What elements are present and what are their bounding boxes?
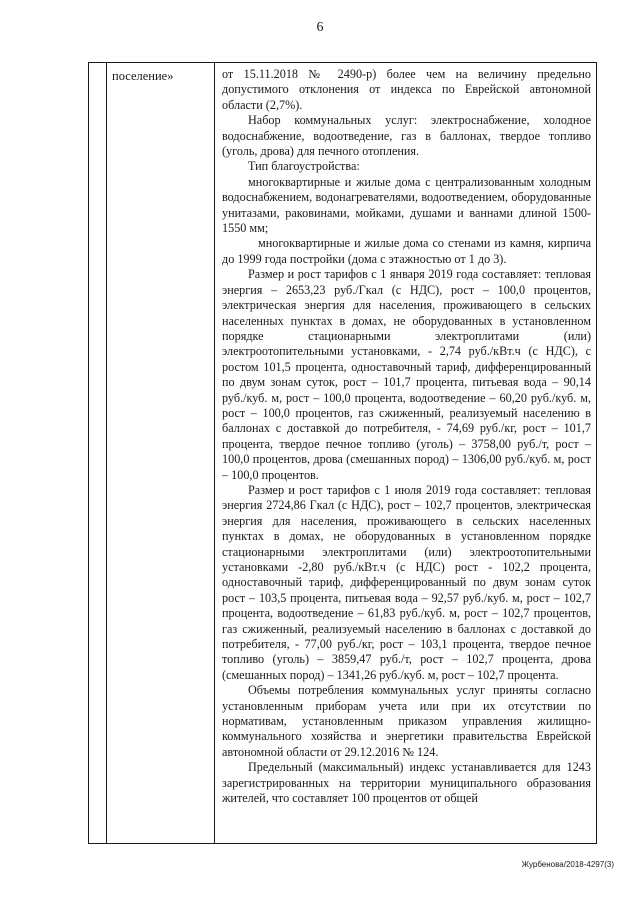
paragraph: многоквартирные и жилые дома со стенами из камня, кирпича до 1999 года постройки (дома с этажностью от 1 до 3). (222, 236, 591, 266)
paragraph: Размер и рост тарифов с 1 января 2019 года составляет: тепловая энергия – 2653,23 руб./Гкал (с НДС), рост – 100,0 процентов, электрическая энергия для населения, проживающего в сельских населенных пунктах в домах, не оборудованных в установленном порядке стационарными электроплитами (или) электроотопительными установками, - 2,74 руб./кВт.ч (с НДС), с ростом 101,5 процента, одноставочный тариф, дифференцированный по двум зонам суток, рост – 101,7 процента, питьевая вода – 90,14 руб./куб. м, рост – 100,0 процента, водоотведение – 60,20 руб./куб. м, рост – 100,0 процентов, газ сжиженный, реализуемый населению в баллонах с доставкой до потребителя, - 74,69 руб./кг, рост – 101,7 процента, твердое печное топливо (уголь) – 3758,00 руб./т, рост – 100,0 процентов, дрова (смешанных пород) – 1306,00 руб./куб. м, рост – 100,0 процентов. (222, 267, 591, 482)
content-table (88, 62, 597, 844)
paragraph: многоквартирные и жилые дома с централизованным холодным водоснабжением, водонагревателями, водоотведением, оборудованные унитазами, раковинами, мойками, душами и ваннами длиной 1500-1550 мм; (222, 174, 591, 236)
row-label: поселение» (112, 69, 174, 83)
paragraph: Предельный (максимальный) индекс устанавливается для 1243 зарегистрированных на территории муниципального образования жителей, что составляет 100 процентов от общей (222, 760, 591, 806)
paragraph: Размер и рост тарифов с 1 июля 2019 года составляет: тепловая энергия 2724,86 Гкал (с НДС), рост – 102,7 процентов, электрическая энергия для населения, проживающего в сельских населенных пунктах в домах, не оборудованных в установленном порядке стационарными электроплитами (или) электроотопительными установками -2,80 руб./кВт.ч (с НДС) рост - 102,2 процента, одноставочный тариф, дифференцированный по двум зонам суток рост – 103,5 процента, питьевая вода – 92,57 руб./куб. м, рост – 102,7 процента, водоотведение – 61,83 руб./куб. м, рост – 102,7 процентов, газ сжиженный, реализуемый населению в баллонах с доставкой до потребителя, - 77,00 руб./кг, рост – 103,1 процента, твердое печное топливо (уголь) – 3859,47 руб./т, рост – 102,7 процента, дрова (смешанных пород) – 1341,26 руб./куб. м, рост – 102,7 процента. (222, 482, 591, 682)
number-cell (89, 63, 107, 844)
paragraph: Объемы потребления коммунальных услуг приняты согласно установленным приборам учета или при их отсутствии по нормативам, установленным приказом управления жилищно-коммунального хозяйства и энергетики правительства Еврейской автономной области от 29.12.2016 № 124. (222, 683, 591, 759)
table-row (89, 63, 597, 844)
description-text (215, 63, 596, 807)
label-cell (107, 63, 215, 844)
page-number: 6 (316, 20, 324, 35)
description-cell (215, 63, 597, 844)
paragraph: Тип благоустройства: (248, 159, 360, 174)
paragraph: Набор коммунальных услуг: электроснабжение, холодное водоснабжение, водоотведение, газ в баллонах, твердое топливо (уголь, дрова) для печного отопления. (222, 113, 591, 159)
paragraph: от 15.11.2018 № 2490-р) более чем на величину предельно допустимого отклонения от индекса по Еврейской автономной области (2,7%). (222, 67, 591, 112)
document-reference: Журбенова/2018-4297(3) (521, 860, 614, 869)
